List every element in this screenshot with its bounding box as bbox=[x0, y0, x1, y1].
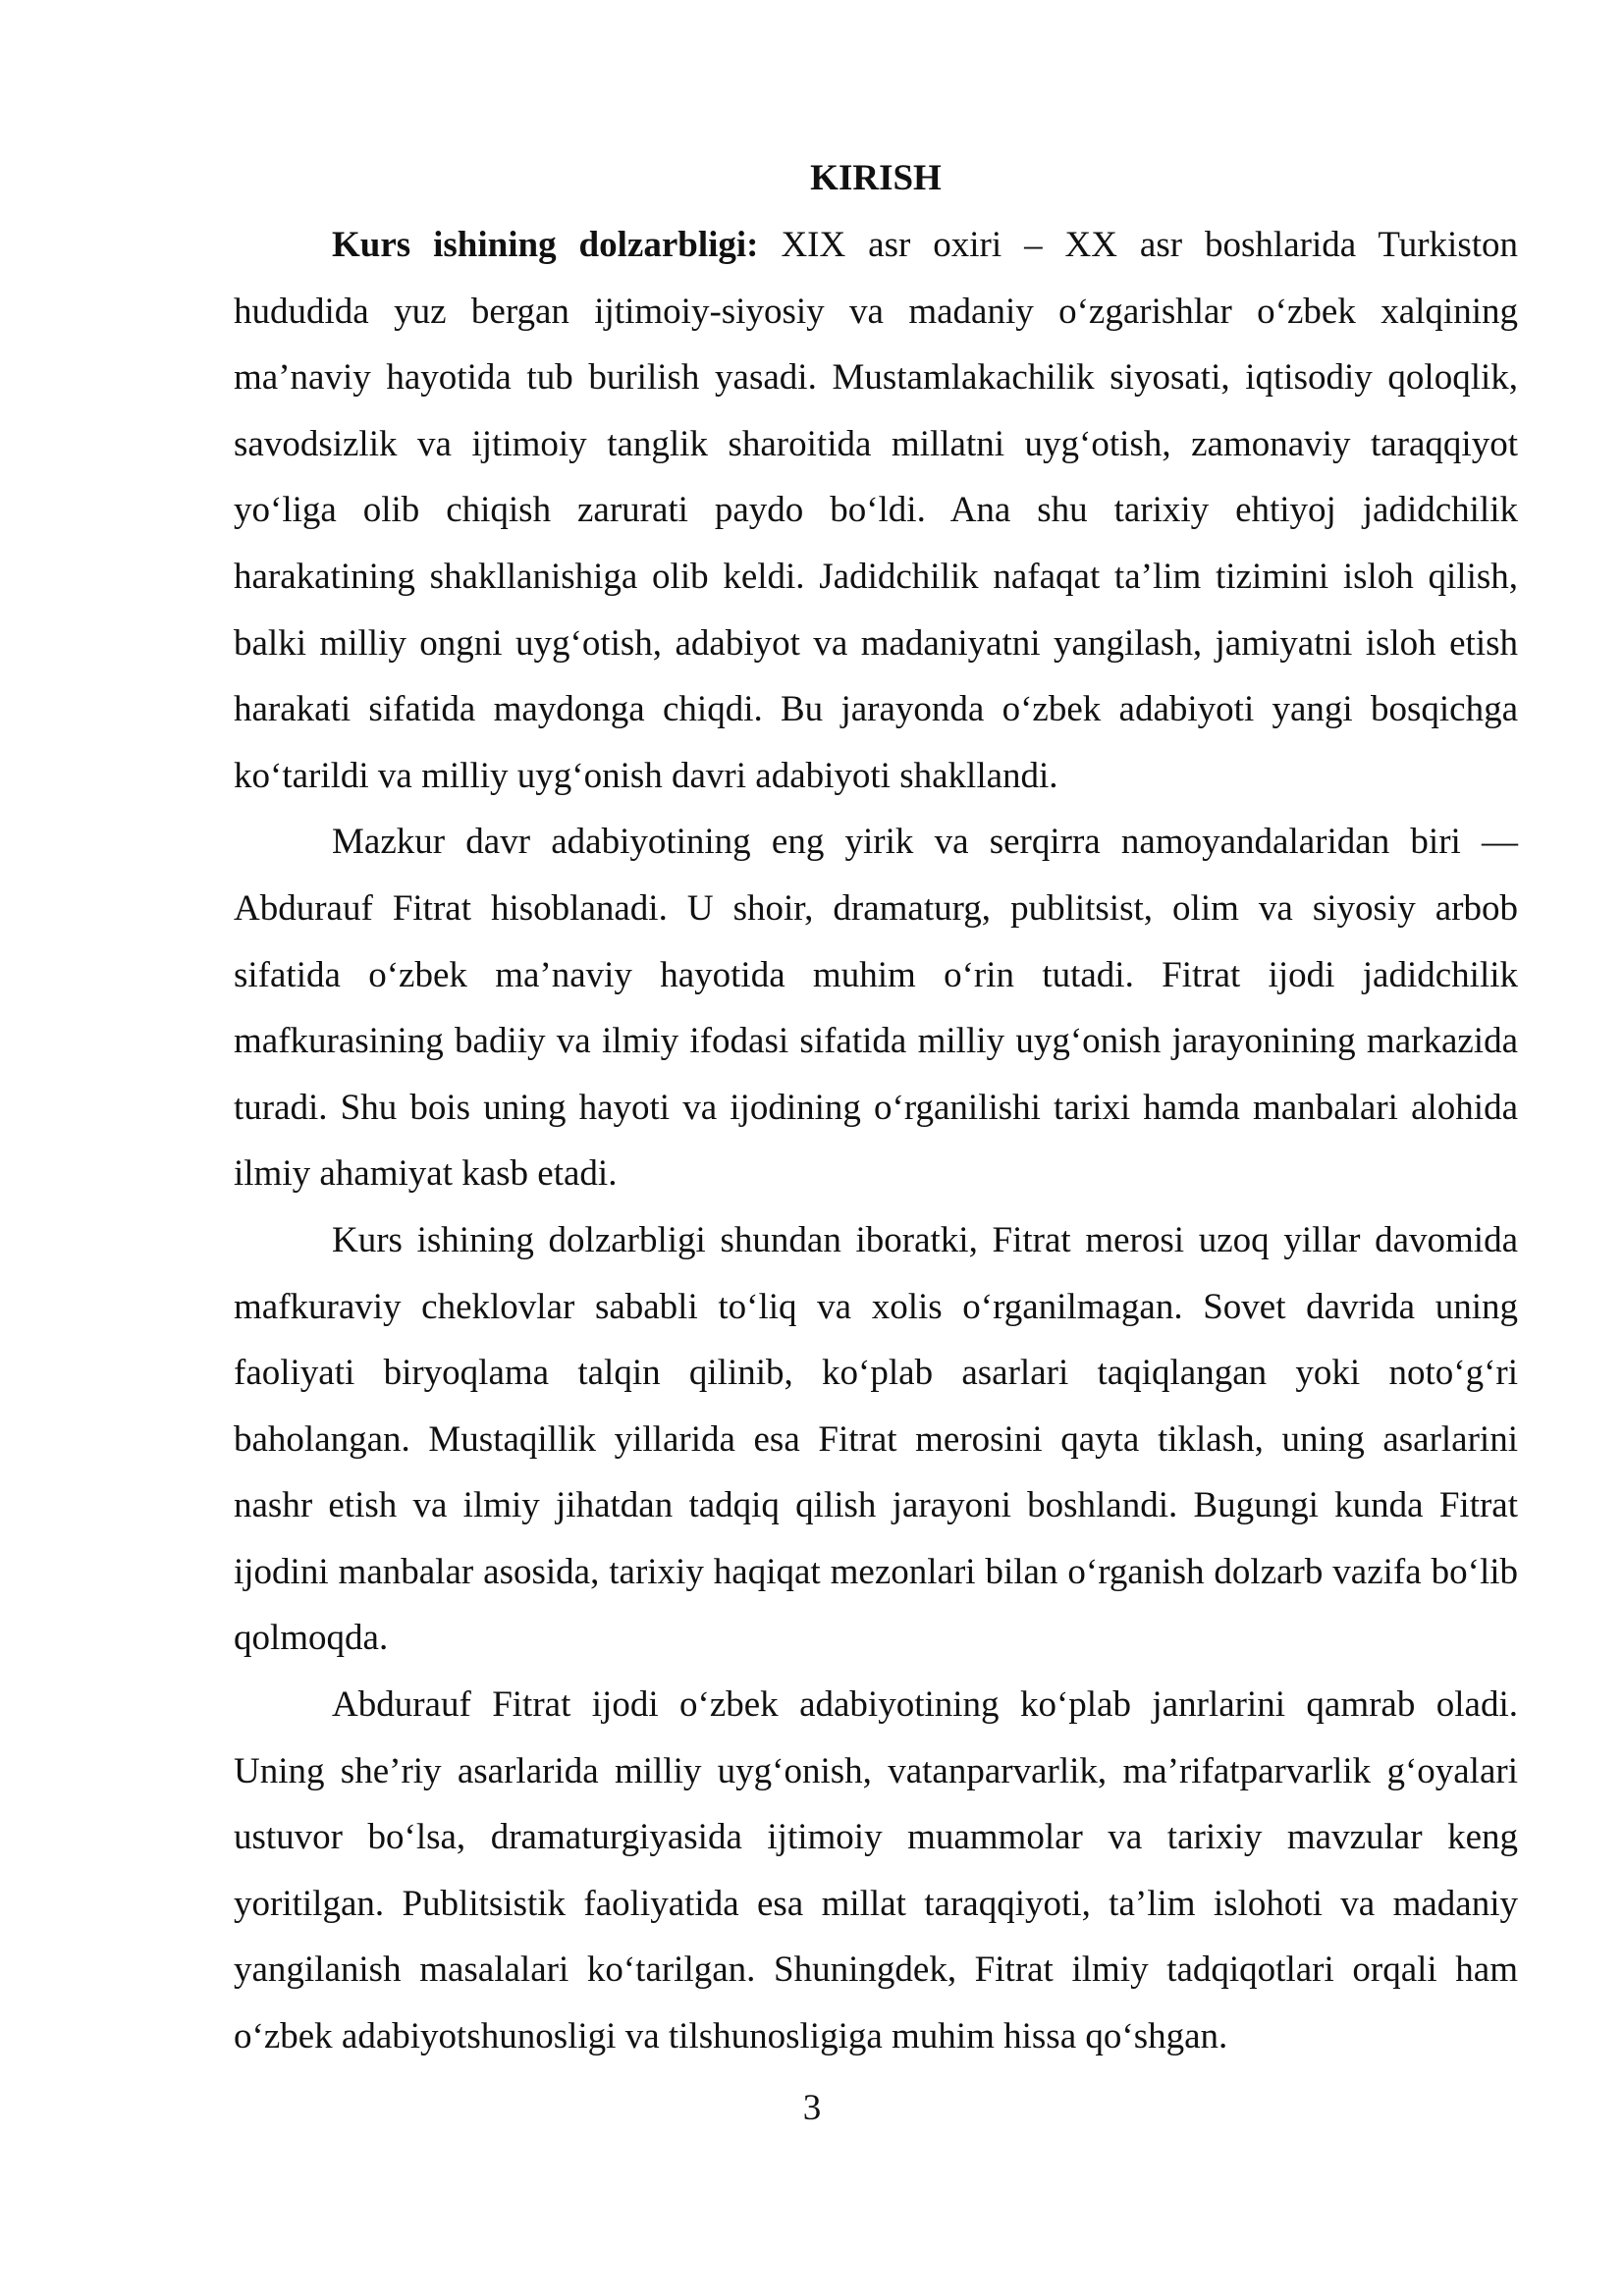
paragraph-text: Mazkur davr adabiyotining eng yirik va serqirra namoyandalaridan biri — Abdurauf Fitrat hisoblanadi. U shoir, dramaturg, publitsist, olim va siyosiy arbob sifatida oʻzbek maʼnaviy hayotida muhim oʻrin tutadi. Fitrat ijodi jadidchilik mafkurasining badiiy va ilmiy ifodasi sifatida milliy uygʻonish jarayonining markazida turadi. Shu bois uning hayoti va ijodining oʻrganilishi tarixi hamda manbalari alohida ilmiy ahamiyat kasb etadi. bbox=[234, 822, 1518, 1195]
paragraph-relevance-detail bbox=[234, 1207, 1518, 1672]
page-title: KIRISH bbox=[810, 158, 942, 198]
paragraph-creative-scope bbox=[234, 1672, 1518, 2070]
paragraph-lead: Kurs ishining dolzarbligi: bbox=[332, 225, 759, 265]
paragraph-text: XIX asr oxiri – XX asr boshlarida Turkiston hududida yuz bergan ijtimoiy-siyosiy va madaniy oʻzgarishlar oʻzbek xalqining maʼnaviy hayotida tub burilish yasadi. Mustamlakachilik siyosati, iqtisodiy qoloqlik, savodsizlik va ijtimoiy tanglik sharoitida millatni uygʻotish, zamonaviy taraqqiyot yoʻliga olib chiqish zarurati paydo boʻldi. Ana shu tarixiy ehtiyoj jadidchilik harakatining shakllanishiga olib keldi. Jadidchilik nafaqat taʼlim tizimini isloh qilish, balki milliy ongni uygʻotish, adabiyot va madaniyatni yangilash, jamiyatni isloh etish harakati sifatida maydonga chiqdi. Bu jarayonda oʻzbek adabiyoti yangi bosqichga koʻtarildi va milliy uygʻonish davri adabiyoti shakllandi. bbox=[234, 225, 1519, 796]
paragraph-text: Kurs ishining dolzarbligi shundan iboratki, Fitrat merosi uzoq yillar davomida mafkuraviy cheklovlar sababli toʻliq va xolis oʻrganilmagan. Sovet davrida uning faoliyati biryoqlama talqin qilinib, koʻplab asarlari taqiqlangan yoki notoʻgʻri baholangan. Mustaqillik yillarida esa Fitrat merosini qayta tiklash, uning asarlarini nashr etish va ilmiy jihatdan tadqiq qilish jarayoni boshlandi. Bugungi kunda Fitrat ijodini manbalar asosida, tarixiy haqiqat mezonlari bilan oʻrganish dolzarb vazifa boʻlib qolmoqda. bbox=[234, 1219, 1518, 1659]
paragraph-relevance bbox=[234, 212, 1518, 809]
paragraph-fitrat-intro bbox=[234, 809, 1518, 1207]
paragraph-text: Abdurauf Fitrat ijodi oʻzbek adabiyotining koʻplab janrlarini qamrab oladi. Uning sheʼriy asarlarida milliy uygʻonish, vatanparvarlik, maʼrifatparvarlik gʻoyalari ustuvor boʻlsa, dramaturgiyasida ijtimoiy muammolar va tarixiy mavzular keng yoritilgan. Publitsistik faoliyatida esa millat taraqqiyoti, taʼlim islohoti va madaniy yangilanish masalalari koʻtarilgan. Shuningdek, Fitrat ilmiy tadqiqotlari orqali ham oʻzbek adabiyotshunosligi va tilshunosligiga muhim hissa qoʻshgan. bbox=[234, 1684, 1518, 2057]
page-body bbox=[234, 145, 1518, 2070]
page-number: 3 bbox=[802, 2088, 822, 2128]
